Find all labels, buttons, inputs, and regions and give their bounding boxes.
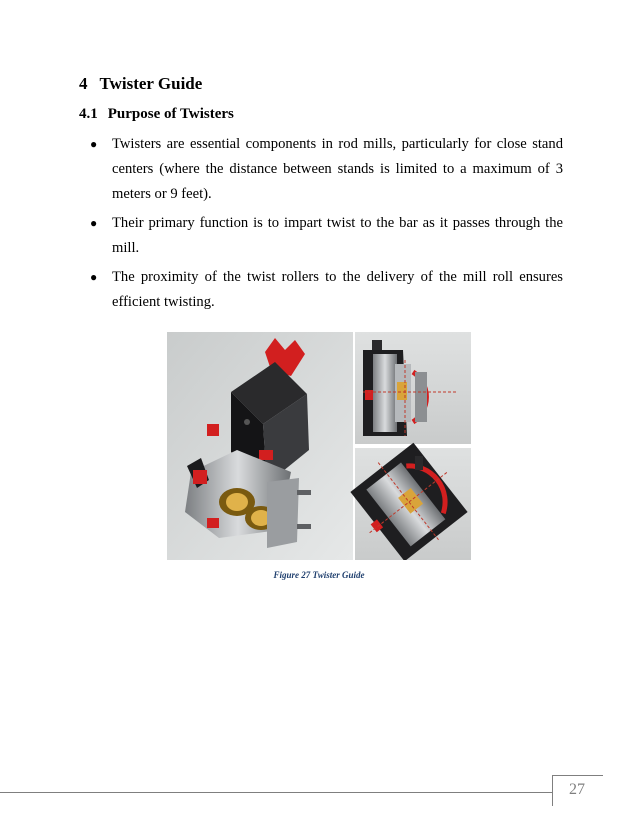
- list-item-text: Twisters are essential components in rod mills, particularly for close stand centers (where the distance between stands is limited to a maximum of 3 meters or 9 feet).: [112, 136, 563, 202]
- subsection-heading: [79, 106, 234, 123]
- subsection-title: Purpose of Twisters: [107, 106, 234, 122]
- list-item-text: The proximity of the twist rollers to the delivery of the mill roll ensures efficient twisting.: [112, 269, 563, 310]
- list-item: [90, 265, 563, 315]
- list-item: [90, 211, 563, 261]
- section-heading: [79, 74, 202, 94]
- figure-caption: Figure 27 Twister Guide: [273, 570, 365, 580]
- twister-guide-figure: [167, 332, 471, 560]
- twister-guide-illustration: [167, 332, 471, 560]
- bullet-icon: ●: [90, 270, 98, 284]
- list-item-text: Their primary function is to impart twist to the bar as it passes through the mill.: [112, 215, 563, 256]
- footer-rule: [0, 792, 552, 793]
- page-number: 27: [569, 781, 585, 798]
- section-title: Twister Guide: [99, 74, 203, 93]
- bullet-icon: ●: [90, 216, 98, 230]
- bullet-list: [90, 132, 563, 319]
- bullet-icon: ●: [90, 137, 98, 151]
- section-number: 4: [79, 74, 88, 93]
- subsection-number: 4.1: [79, 106, 98, 122]
- list-item: [90, 132, 563, 207]
